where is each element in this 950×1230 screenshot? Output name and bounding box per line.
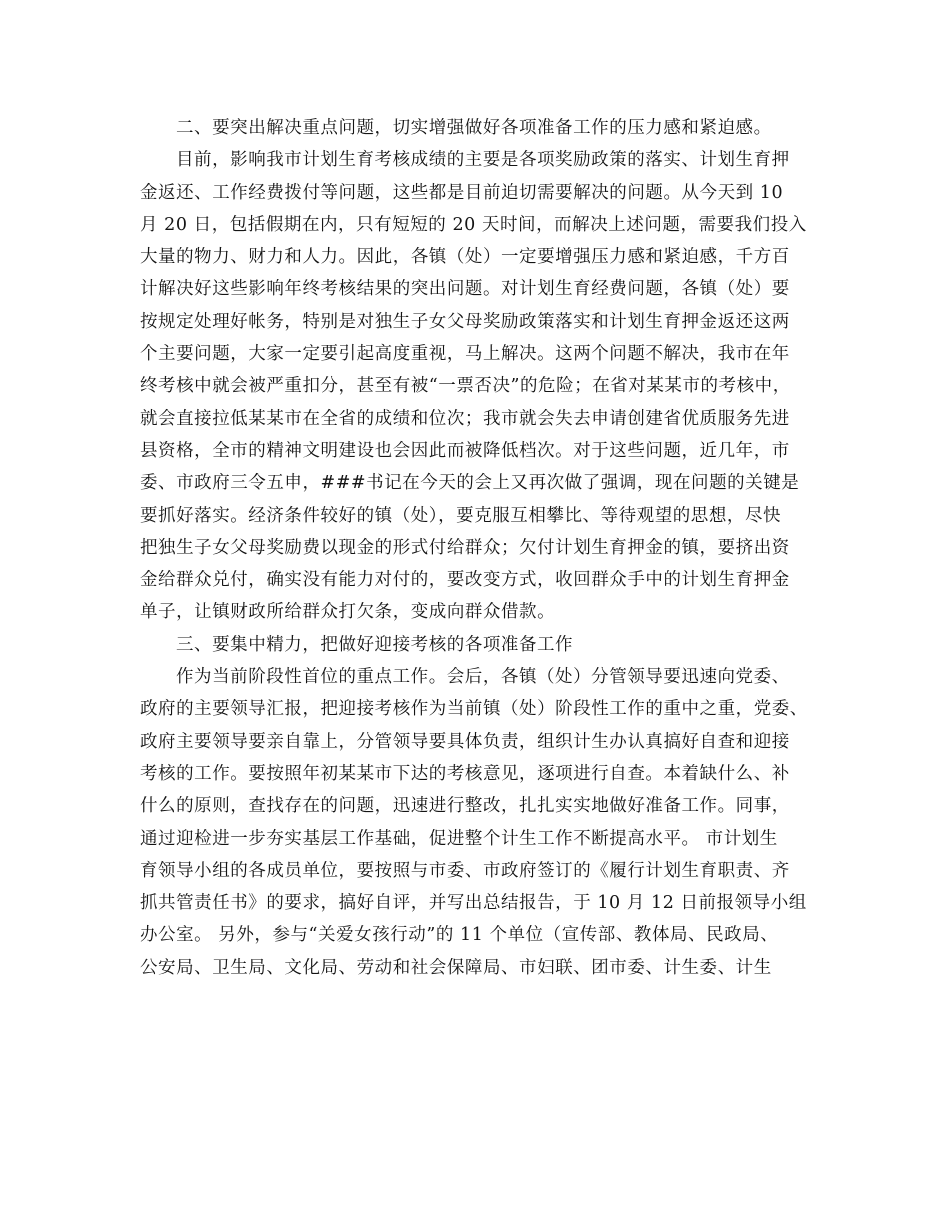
text-line: 终考核中就会被严重扣分，甚至有被“一票否决”的危险；在省对某某市的考核中， [140, 376, 791, 397]
text-line: 县资格，全市的精神文明建设也会因此而被降低档次。对于这些问题，近几年，市 [140, 440, 790, 461]
text-line: 个主要问题，大家一定要引起高度重视，马上解决。这两个问题不解决，我市在年 [140, 344, 790, 365]
text-line: 单子，让镇财政所给群众打欠条，变成向群众借款。 [140, 602, 556, 623]
text-line: 按规定处理好帐务，特别是对独生子女父母奖励政策落实和计划生育押金返还这两 [140, 311, 790, 332]
text-line: 考核的工作。要按照年初某某市下达的考核意见，逐项进行自查。本着缺什么、补 [140, 763, 790, 784]
text-line: 二、要突出解决重点问题，切实增强做好各项准备工作的压力感和紧迫感。 [176, 118, 772, 138]
text-line: 就会直接拉低某某市在全省的成绩和位次；我市就会失去申请创建省优质服务先进 [140, 408, 790, 429]
text-line: 金返还、工作经费拨付等问题，这些都是目前迫切需要解决的问题。从今天到 10 [140, 182, 784, 203]
text-line: 三、要集中精力，把做好迎接考核的各项准备工作 [176, 634, 574, 655]
text-line: 政府主要领导要亲自靠上，分管领导要具体负责，组织计生办认真搞好自查和迎接 [140, 731, 790, 752]
text-line: 金给群众兑付，确实没有能力对付的，要改变方式，收回群众手中的计划生育押金 [140, 570, 790, 591]
text-line: 要抓好落实。经济条件较好的镇（处），要克服互相攀比、等待观望的思想，尽快 [140, 505, 782, 526]
document-body-text [140, 112, 815, 984]
text-line: 公安局、卫生局、文化局、劳动和社会保障局、市妇联、团市委、计生委、计生 [140, 957, 772, 978]
text-line: 政府的主要领导汇报，把迎接考核作为当前镇（处）阶段性工作的重中之重，党委、 [140, 699, 808, 720]
text-line: 办公室。 另外，参与“关爱女孩行动”的 11 个单位（宣传部、教体局、民政局、 [140, 925, 779, 946]
text-line: 抓共管责任书》的要求，搞好自评，并写出总结报告，于 10 月 12 日前报领导小组 [140, 893, 807, 914]
text-line: 月 20 日，包括假期在内，只有短短的 20 天时间，而解决上述问题，需要我们投入 [140, 214, 807, 235]
text-line: 把独生子女父母奖励费以现金的形式付给群众；欠付计划生育押金的镇，要挤出资 [140, 537, 790, 558]
text-line: 目前，影响我市计划生育考核成绩的主要是各项奖励政策的落实、计划生育押 [176, 150, 790, 171]
text-line: 通过迎检进一步夯实基层工作基础，促进整个计生工作不断提高水平。 市计划生 [140, 828, 778, 849]
text-line: 作为当前阶段性首位的重点工作。会后，各镇（处）分管领导要迅速向党委、 [176, 667, 790, 688]
text-line: 委、市政府三令五申，###书记在今天的会上又再次做了强调，现在问题的关键是 [140, 473, 800, 494]
text-line: 什么的原则，查找存在的问题，迅速进行整改，扎扎实实地做好准备工作。同事， [140, 796, 790, 817]
text-line: 计解决好这些影响年终考核结果的突出问题。对计划生育经费问题，各镇（处）要 [140, 279, 790, 300]
text-line: 大量的物力、财力和人力。因此，各镇（处）一定要增强压力感和紧迫感，千方百 [140, 247, 790, 268]
text-line: 育领导小组的各成员单位，要按照与市委、市政府签订的《履行计划生育职责、齐 [140, 860, 790, 881]
